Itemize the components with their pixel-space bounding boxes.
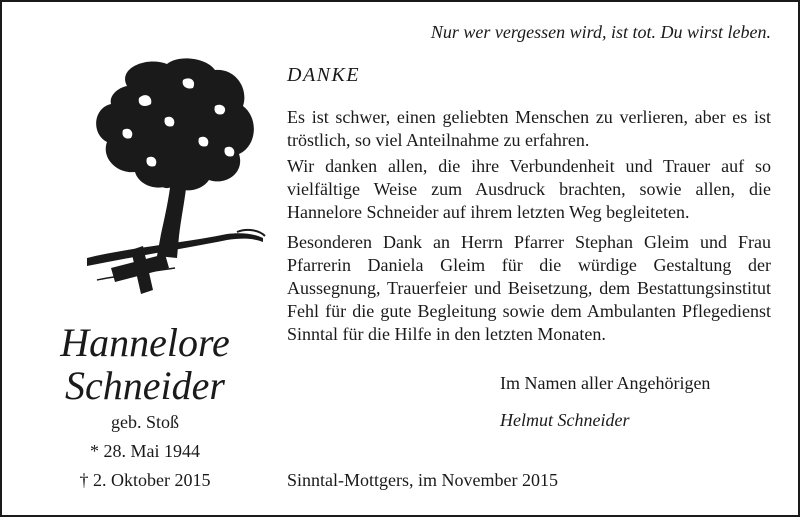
notice-title: DANKE: [287, 64, 361, 86]
signer-name: Helmut Schneider: [500, 410, 630, 430]
death-date: † 2. Oktober 2015: [79, 470, 211, 490]
motto: Nur wer vergessen wird, ist tot. Du wirst leben.: [430, 22, 771, 42]
paragraph-2: Wir danken allen, die ihre Verbundenheit und Trauer auf so vielfältige Weise zum Ausdruck brachten, sowie allen, die Hannelore Schneider auf ihrem letzten Weg begleiteten.: [287, 156, 771, 222]
on-behalf-line: Im Namen aller Angehörigen: [500, 373, 711, 393]
paragraph-3: Besonderen Dank an Herrn Pfarrer Stephan Gleim und Frau Pfarrerin Daniela Gleim für die würdige Gestaltung der Aussegnung, Trauerfeier und Beisetzung, dem Bestattungsinstitut Fehl für die gute Begleitung sowie dem Ambulanten Pflegedienst Sinntal für die Hilfe in den letzten Monaten.: [287, 232, 771, 344]
tree-with-cross-icon: [87, 58, 267, 303]
deceased-first-name: Hannelore: [60, 320, 230, 365]
paragraph-1: Es ist schwer, einen geliebten Menschen zu verlieren, aber es ist tröstlich, so viel Anteilnahme zu erfahren.: [287, 107, 771, 150]
deceased-last-name: Schneider: [65, 363, 225, 408]
birth-date: * 28. Mai 1944: [90, 441, 200, 461]
birth-name: geb. Stoß: [110, 412, 179, 432]
place-date: Sinntal-Mottgers, im November 2015: [287, 470, 558, 490]
